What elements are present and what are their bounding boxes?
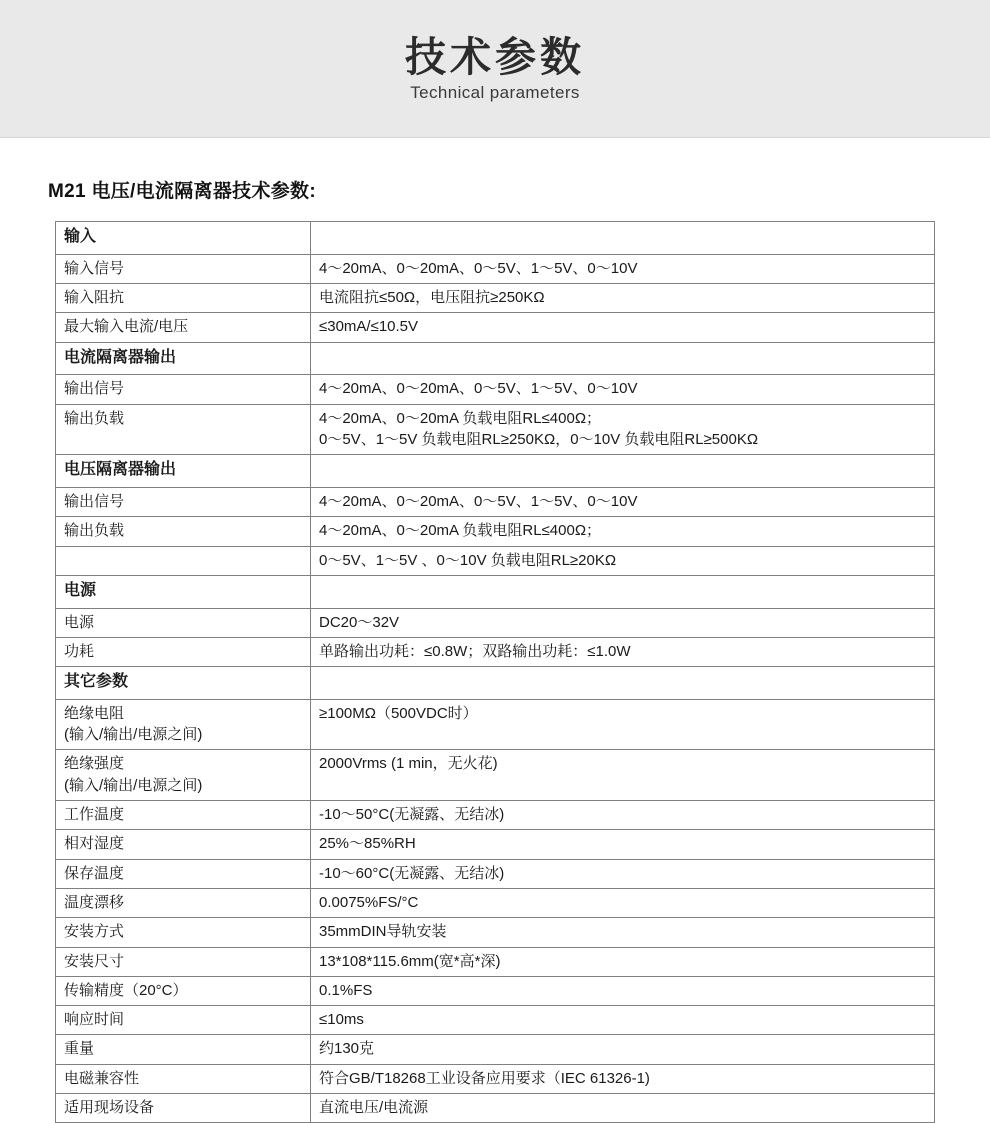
table-row <box>56 375 935 404</box>
table-cell-value <box>311 1035 935 1064</box>
table-row <box>56 947 935 976</box>
label-line-secondary: (输入/输出/电源之间) <box>64 726 203 744</box>
table-row <box>56 455 935 488</box>
table-cell-value <box>311 859 935 888</box>
spec-table <box>55 221 935 1123</box>
value-line: -10～50°C(无凝露、无结冰) <box>319 806 505 824</box>
table-cell-label <box>56 546 311 575</box>
table-cell-value <box>311 313 935 342</box>
table-cell-label <box>56 918 311 947</box>
table-cell-value <box>311 455 935 488</box>
table-row <box>56 284 935 313</box>
value-line: 35mmDIN导轨安装 <box>319 923 447 941</box>
label-line: 电源 <box>64 613 95 631</box>
value-line: 符合GB/T18268工业设备应用要求（IEC 61326-1) <box>319 1069 650 1087</box>
label-line: 重量 <box>64 1040 95 1058</box>
table-cell-value <box>311 830 935 859</box>
value-line: DC20～32V <box>319 613 400 631</box>
table-cell-value <box>311 947 935 976</box>
table-cell-label <box>56 284 311 313</box>
value-line: 25%～85%RH <box>319 835 416 853</box>
table-cell-value <box>311 750 935 801</box>
table-cell-value <box>311 517 935 546</box>
table-cell-label <box>56 637 311 666</box>
label-line-secondary: (输入/输出/电源之间) <box>64 776 203 794</box>
value-line: -10～60°C(无凝露、无结冰) <box>319 864 505 882</box>
label-line: 安装方式 <box>64 923 125 941</box>
value-line: 约130克 <box>319 1040 375 1058</box>
table-cell-label <box>56 801 311 830</box>
table-row <box>56 546 935 575</box>
table-cell-label <box>56 455 311 488</box>
label-line: 输入阻抗 <box>64 289 125 307</box>
table-row <box>56 254 935 283</box>
table-cell-label <box>56 1064 311 1093</box>
table-cell-label <box>56 1035 311 1064</box>
label-line: 传输精度（20°C） <box>64 981 188 999</box>
table-cell-value <box>311 1094 935 1123</box>
spec-table-wrap <box>55 221 935 1123</box>
spec-table-body <box>56 222 935 1123</box>
label-line: 保存温度 <box>64 864 125 882</box>
table-cell-label <box>56 859 311 888</box>
value-line: 13*108*115.6mm(宽*高*深) <box>319 952 501 970</box>
value-line: 单路输出功耗：≤0.8W；双路输出功耗：≤1.0W <box>319 642 631 660</box>
table-cell-value <box>311 699 935 750</box>
value-line: 4～20mA、0～20mA、0～5V、1～5V、0～10V <box>319 380 638 398</box>
label-line: 最大输入电流/电压 <box>64 318 189 336</box>
table-cell-value <box>311 637 935 666</box>
table-cell-label <box>56 947 311 976</box>
table-cell-value <box>311 284 935 313</box>
table-cell-label <box>56 888 311 917</box>
label-line: 电磁兼容性 <box>64 1069 140 1087</box>
table-cell-value <box>311 487 935 516</box>
value-line: 0.0075%FS/°C <box>319 893 419 911</box>
table-cell-label <box>56 699 311 750</box>
table-row <box>56 575 935 608</box>
table-cell-value <box>311 801 935 830</box>
label-line: 电压隔离器输出 <box>64 461 177 479</box>
label-line: 电流隔离器输出 <box>64 348 177 366</box>
value-line: 4～20mA、0～20mA、0～5V、1～5V、0～10V <box>319 259 638 277</box>
value-line: 0～5V、1～5V 、0～10V 负载电阻RL≥20KΩ <box>319 551 617 569</box>
table-cell-value <box>311 575 935 608</box>
table-row <box>56 222 935 255</box>
table-row <box>56 1094 935 1123</box>
table-cell-label <box>56 313 311 342</box>
table-cell-label <box>56 575 311 608</box>
table-cell-label <box>56 1094 311 1123</box>
table-row <box>56 608 935 637</box>
table-row <box>56 1035 935 1064</box>
label-line: 绝缘强度 <box>64 755 125 773</box>
label-line: 相对湿度 <box>64 835 125 853</box>
table-cell-value <box>311 1006 935 1035</box>
table-row <box>56 342 935 375</box>
label-line: 工作温度 <box>64 806 125 824</box>
table-row <box>56 976 935 1005</box>
table-cell-label <box>56 830 311 859</box>
label-line: 输出负载 <box>64 409 125 427</box>
table-cell-label <box>56 976 311 1005</box>
table-row <box>56 667 935 700</box>
table-row <box>56 750 935 801</box>
table-row <box>56 699 935 750</box>
value-line: ≤30mA/≤10.5V <box>319 318 419 336</box>
value-line: ≥100MΩ（500VDC时） <box>319 704 478 722</box>
table-cell-label <box>56 487 311 516</box>
table-row <box>56 801 935 830</box>
page-subtitle: Technical parameters <box>410 83 580 103</box>
label-line: 输入信号 <box>64 259 125 277</box>
table-cell-value <box>311 375 935 404</box>
label-line: 功耗 <box>64 642 95 660</box>
label-line: 适用现场设备 <box>64 1099 155 1117</box>
value-line-secondary: 0～5V、1～5V 负载电阻RL≥250KΩ，0～10V 负载电阻RL≥500KΩ <box>319 430 759 448</box>
value-line: 直流电压/电流源 <box>319 1099 429 1117</box>
value-line: ≤10ms <box>319 1011 364 1029</box>
page-title: 技术参数 <box>405 33 585 80</box>
table-row <box>56 404 935 455</box>
label-line: 输出信号 <box>64 380 125 398</box>
table-cell-value <box>311 608 935 637</box>
section-heading: M21 电压/电流隔离器技术参数: <box>48 181 316 202</box>
table-row <box>56 517 935 546</box>
label-line: 其它参数 <box>64 673 129 691</box>
table-cell-label <box>56 254 311 283</box>
table-cell-value <box>311 888 935 917</box>
table-row <box>56 637 935 666</box>
value-line: 4～20mA、0～20mA、0～5V、1～5V、0～10V <box>319 492 638 510</box>
value-line: 4～20mA、0～20mA 负载电阻RL≤400Ω； <box>319 409 602 427</box>
table-cell-value <box>311 546 935 575</box>
table-cell-value <box>311 667 935 700</box>
table-cell-value <box>311 254 935 283</box>
table-cell-value <box>311 222 935 255</box>
label-line: 电源 <box>64 581 97 599</box>
label-line: 响应时间 <box>64 1011 125 1029</box>
table-cell-value <box>311 342 935 375</box>
table-cell-label <box>56 1006 311 1035</box>
table-cell-label <box>56 404 311 455</box>
table-row <box>56 1064 935 1093</box>
label-line: 绝缘电阻 <box>64 704 125 722</box>
table-cell-label <box>56 750 311 801</box>
value-line: 4～20mA、0～20mA 负载电阻RL≤400Ω； <box>319 522 602 540</box>
label-line: 输出信号 <box>64 492 125 510</box>
table-row <box>56 918 935 947</box>
page-banner <box>0 0 990 138</box>
table-cell-label <box>56 608 311 637</box>
table-cell-value <box>311 918 935 947</box>
table-row <box>56 859 935 888</box>
table-row <box>56 313 935 342</box>
label-line: 温度漂移 <box>64 893 125 911</box>
table-row <box>56 487 935 516</box>
table-row <box>56 888 935 917</box>
table-cell-label <box>56 517 311 546</box>
value-line: 0.1%FS <box>319 981 373 999</box>
value-line: 电流阻抗≤50Ω，电压阻抗≥250KΩ <box>319 289 545 307</box>
table-cell-label <box>56 375 311 404</box>
table-cell-value <box>311 1064 935 1093</box>
table-row <box>56 1006 935 1035</box>
value-line: 2000Vrms (1 min，无火花) <box>319 755 498 773</box>
table-cell-value <box>311 404 935 455</box>
table-cell-label <box>56 222 311 255</box>
table-cell-label <box>56 342 311 375</box>
table-row <box>56 830 935 859</box>
label-line: 输出负载 <box>64 522 125 540</box>
label-line: 输入 <box>64 228 97 245</box>
table-cell-label <box>56 667 311 700</box>
table-cell-value <box>311 976 935 1005</box>
label-line: 安装尺寸 <box>64 952 125 970</box>
